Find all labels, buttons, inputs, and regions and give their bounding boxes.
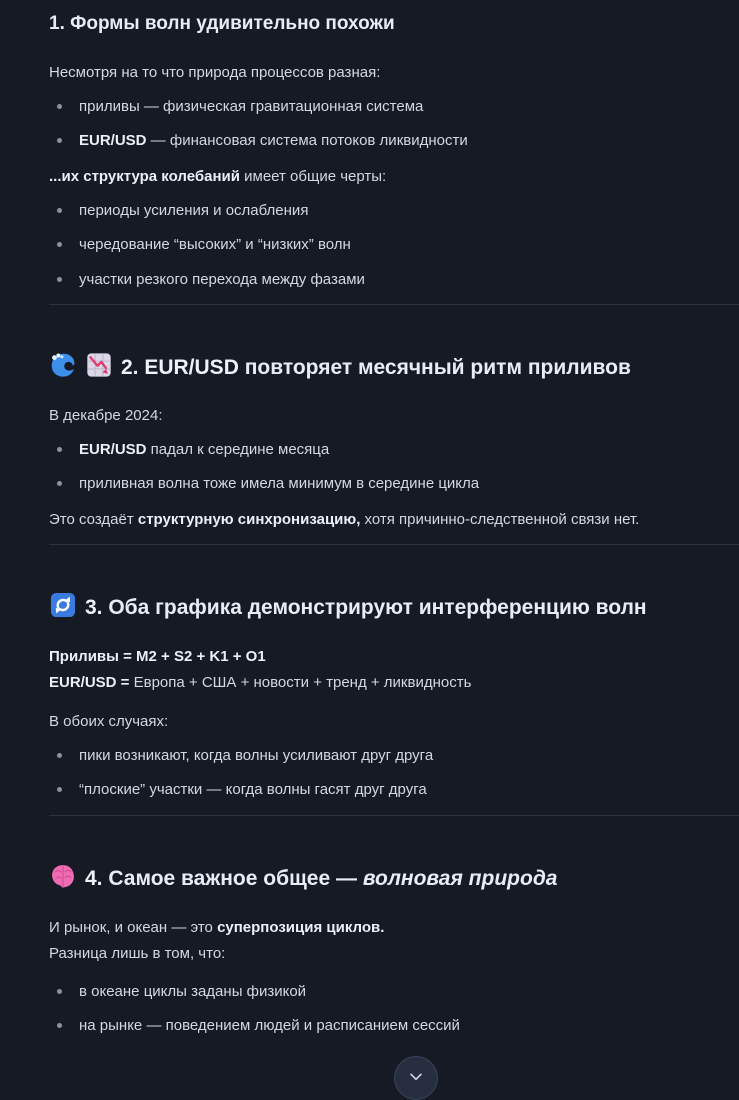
section-3-heading <box>49 591 727 623</box>
bullet-list <box>49 201 727 290</box>
formula-eurusd-bold: EUR/USD = <box>49 674 130 692</box>
scroll-to-bottom-button[interactable] <box>394 1056 438 1100</box>
list-item-text: приливы — физическая гравитационная система <box>79 97 424 115</box>
paragraph-text: имеет общие черты: <box>239 167 387 185</box>
chevron-down-icon <box>406 1066 426 1090</box>
heading-bold: 2. EUR/USD <box>121 356 239 380</box>
paragraph-bold: ...их структура колебаний <box>49 167 240 185</box>
section-3 <box>49 591 727 800</box>
list-item <box>79 131 727 151</box>
paragraph-text: Несмотря на то что природа процессов разная: <box>49 63 381 81</box>
heading-text: Самое важное общее — <box>102 866 363 890</box>
list-item-text: периоды усиления и ослабления <box>79 201 309 219</box>
list-item <box>79 235 727 255</box>
chart-decreasing-emoji <box>85 351 113 379</box>
bullet-list <box>49 746 727 800</box>
list-item-text: — финансовая система потоков ликвидности <box>146 132 468 150</box>
paragraph-bold: структурную синхронизацию, <box>137 510 361 528</box>
paragraph-text: хотя причинно-следственной связи нет. <box>360 510 640 528</box>
heading-bold: 4. <box>85 866 103 890</box>
list-item <box>79 201 727 221</box>
bullet-list <box>49 982 727 1036</box>
paragraph <box>49 62 727 83</box>
paragraph <box>49 405 727 426</box>
section-4 <box>49 862 727 1036</box>
list-item <box>79 1016 727 1036</box>
paragraph <box>49 509 727 530</box>
section-divider <box>49 544 739 545</box>
heading-text: Оба графика демонстрируют интерференцию волн <box>102 595 647 619</box>
section-divider <box>49 304 739 305</box>
paragraph-text: В декабре 2024: <box>49 406 163 424</box>
section-1-heading: 1. Формы волн удивительно похожи <box>49 13 395 34</box>
list-item-text: пики возникают, когда волны усиливают друг друга <box>79 746 434 764</box>
formula-eurusd-text: Европа + США + новости + тренд + ликвидность <box>129 674 472 692</box>
paragraph-text: И рынок, и океан — это <box>49 919 218 937</box>
paragraph-text: В обоих случаях: <box>49 712 169 730</box>
paragraph <box>49 711 727 732</box>
paragraph <box>49 166 727 187</box>
bullet-list <box>49 97 727 151</box>
formula-tides: Приливы = M2 + S2 + K1 + O1 <box>49 648 266 666</box>
list-item <box>79 982 727 1002</box>
paragraph-text: Разница лишь в том, что: <box>49 945 226 963</box>
list-item <box>79 97 727 117</box>
section-1 <box>49 13 727 289</box>
section-4-heading <box>49 862 727 894</box>
list-item-bold: EUR/USD <box>79 440 147 458</box>
list-item-text: падал к середине месяца <box>146 440 330 458</box>
list-item-text: приливная волна тоже имела минимум в середине цикла <box>79 475 480 493</box>
list-item-text: чередование “высоких” и “низких” волн <box>79 236 351 254</box>
section-2-heading <box>49 351 727 383</box>
heading-italic: волновая природа <box>362 866 558 890</box>
list-item-bold: EUR/USD <box>79 132 147 150</box>
section-divider <box>49 815 739 816</box>
paragraph-bold: суперпозиция циклов. <box>217 919 385 937</box>
list-item <box>79 440 727 460</box>
section-2 <box>49 351 727 529</box>
list-item-text: участки резкого перехода между фазами <box>79 270 365 288</box>
list-item-text: в океане циклы заданы физикой <box>79 982 307 1000</box>
counterclockwise-arrows-emoji <box>49 591 77 619</box>
list-item <box>79 780 727 800</box>
paragraph-text: Это создаёт <box>49 510 138 528</box>
list-item-text: “плоские” участки — когда волны гасят друг друга <box>79 781 427 799</box>
list-item <box>79 270 727 290</box>
list-item <box>79 474 727 494</box>
bullet-list <box>49 440 727 494</box>
brain-emoji <box>49 862 77 890</box>
chat-message <box>49 13 727 1036</box>
list-item-text: на рынке — поведением людей и расписанием сессий <box>79 1017 460 1035</box>
heading-bold: 3. <box>85 595 103 619</box>
water-wave-emoji <box>49 351 77 379</box>
paragraph <box>49 915 727 968</box>
heading-text: повторяет месячный ритм приливов <box>238 356 631 380</box>
formula-paragraph <box>49 644 727 697</box>
list-item <box>79 746 727 766</box>
